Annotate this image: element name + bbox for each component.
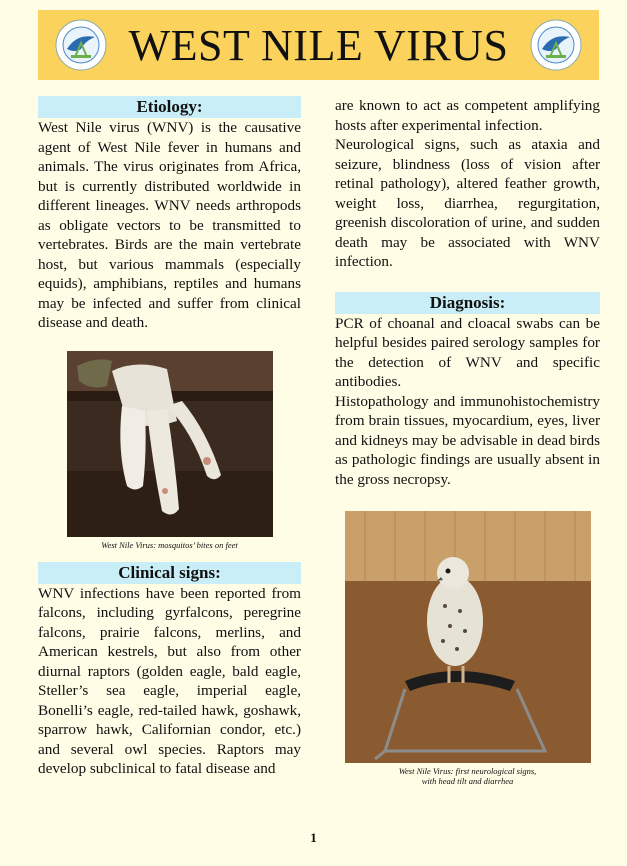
diagnosis-text-1: PCR of choanal and cloacal swabs can be helpful besides paired serology samples for the detection of WNV and specific antibodies. [335, 314, 600, 390]
right-column [335, 96, 600, 786]
figure1-caption: West Nile Virus: mosquitos’ bites on feet [101, 539, 238, 550]
diagnosis-heading: Diagnosis: [335, 292, 600, 314]
etiology-text: West Nile virus (WNV) is the causative agent of West Nile fever in humans and animals. The virus originates from Africa, but is currently distributed worldwide in different lineages. WNV needs arthropods as obligate vectors to be transmitted to vertebrates. Birds are the main vertebrate host, but various mammals (especially equids), amphibians, reptiles and humans may be infected and suffer from clinical disease and death. [38, 119, 301, 331]
neurological-signs-text: Neurological signs, such as ataxia and seizure, blindness (loss of vision after retinal pathology), altered feather growth, weight loss, diarrhea, regurgitation, greenish discoloration of urine, and sudden death may be associated with WNV infection. [335, 136, 600, 270]
figure2-caption-line2: with head tilt and diarrhea [421, 776, 514, 786]
falcon-hospital-logo-right [530, 19, 582, 71]
falcon-foot-photo [67, 351, 273, 537]
diagnosis-text-2: Histopathology and immunohistochemistry from brain tissues, myocardium, eyes, liver and kidneys may be advisable in dead birds as pathologic findings are usually absent in the gross necropsy. [335, 392, 600, 488]
page-number: 1 [310, 830, 317, 845]
clinical-signs-heading: Clinical signs: [38, 562, 301, 584]
clinical-signs-text: WNV infections have been reported from falcons, including gyrfalcons, peregrine falcons, prairie falcons, merlins, and American kestrels, but also from other diurnal raptors (golden eagle, bald eagle, Steller’s sea eagle, imperial eagle, Bonelli’s eagle, red-tailed hawk, goshawk, sparrow hawk, Californian condor, etc.) and several owl species. Raptors may develop subclinical to fatal disease and [38, 584, 301, 777]
falcon-hospital-logo-left [55, 19, 107, 71]
left-column [38, 96, 301, 779]
figure2-caption-line1: West Nile Virus: first neurological signs, [398, 766, 537, 776]
clinical-signs-continued: are known to act as competent amplifying hosts after experimental infection. [335, 97, 600, 134]
falcon-perch-photo [345, 511, 591, 763]
title-banner [38, 10, 599, 80]
etiology-heading: Etiology: [38, 96, 301, 118]
page-title: WEST NILE VIRUS [128, 20, 509, 70]
